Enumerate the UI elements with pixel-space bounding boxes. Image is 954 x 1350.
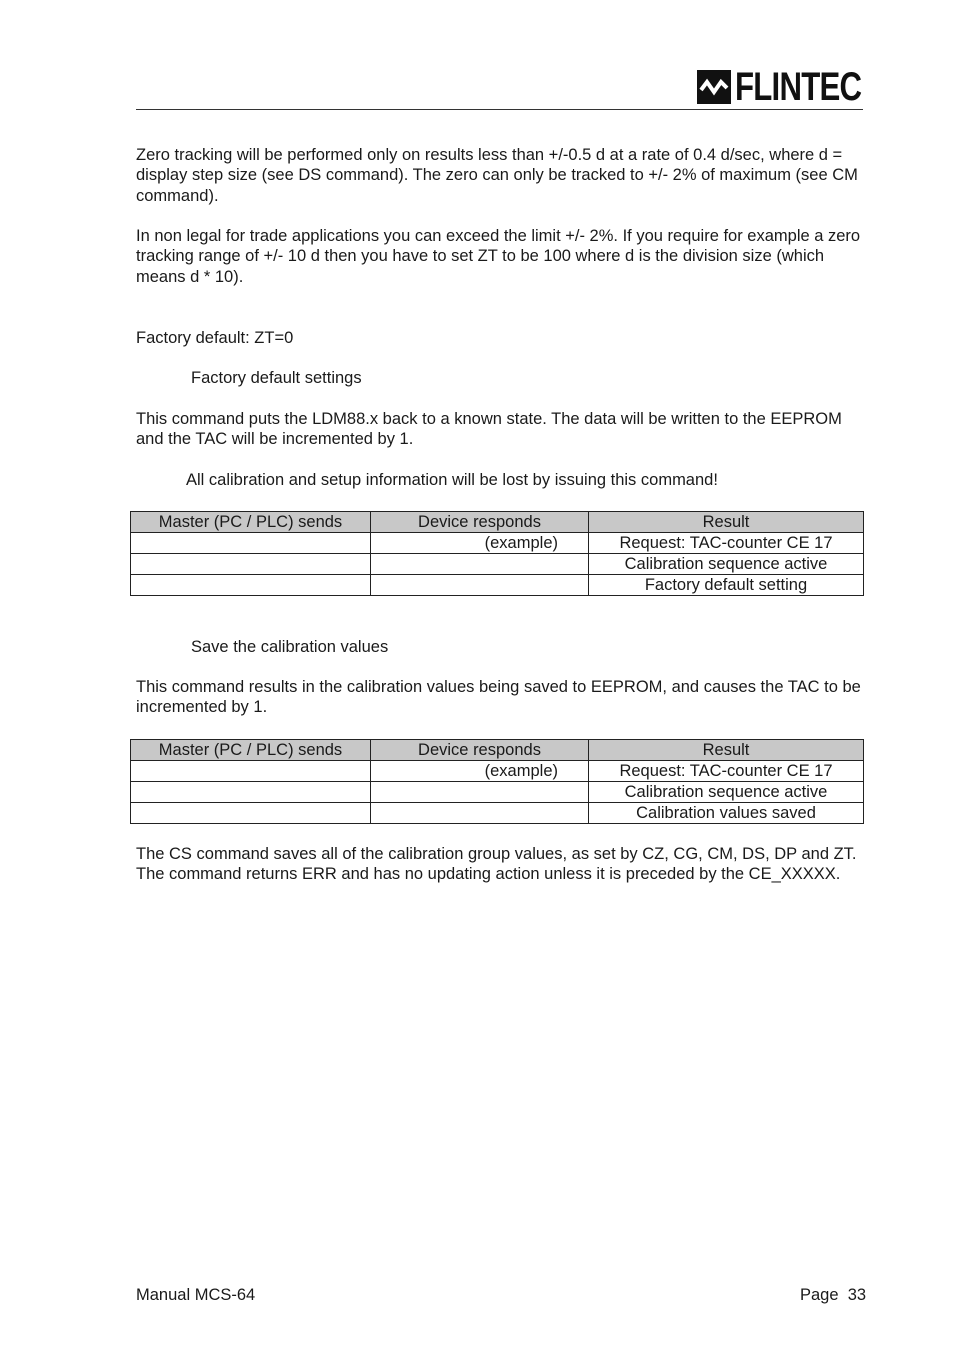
factory-default-heading: Factory default settings — [191, 369, 362, 387]
factory-default-table — [130, 511, 864, 596]
legal-for-trade-paragraph: In non legal for trade applications you can exceed the limit +/- 2%. If you require for example a zero tracking range of +/- 10 d then you have to set ZT to be 100 where d is the division size (which means d * 10). — [136, 227, 861, 286]
cell-responds — [371, 554, 589, 575]
footer-page-number: Page 33 — [800, 1286, 867, 1304]
cell-responds: (example) — [371, 533, 589, 554]
col-header-responds: Device responds — [371, 740, 589, 761]
table-row — [131, 533, 864, 554]
col-header-sends: Master (PC / PLC) sends — [131, 740, 371, 761]
save-calibration-table — [130, 739, 864, 824]
cs-command-paragraph: The CS command saves all of the calibration group values, as set by CZ, CG, CM, DS, DP and ZT. The command returns ERR and has no updating action unless it is preceded by the CE_XXXXX. — [136, 845, 857, 884]
factory-default-warning: All calibration and setup information will be lost by issuing this command! — [186, 471, 718, 489]
cell-responds: (example) — [371, 761, 589, 782]
cell-result: Calibration sequence active — [589, 554, 864, 575]
cell-result: Request: TAC-counter CE 17 — [589, 533, 864, 554]
save-calibration-description: This command results in the calibration values being saved to EEPROM, and causes the TAC to be incremented by 1. — [136, 678, 861, 717]
table-row — [131, 803, 864, 824]
flintec-logo — [697, 65, 897, 109]
cell-responds — [371, 575, 589, 596]
cell-result: Factory default setting — [589, 575, 864, 596]
save-calibration-heading: Save the calibration values — [191, 638, 389, 656]
cell-responds — [371, 803, 589, 824]
table-row — [131, 554, 864, 575]
col-header-result: Result — [589, 512, 864, 533]
cell-sends — [131, 575, 371, 596]
zero-tracking-paragraph: Zero tracking will be performed only on results less than +/-0.5 d at a rate of 0.4 d/sec, where d = display step size (see DS command). The zero can only be tracked to +/- 2% of maximum (see CM command). — [136, 146, 858, 205]
footer-manual-name: Manual MCS-64 — [136, 1286, 256, 1304]
factory-default-description: This command puts the LDM88.x back to a known state. The data will be written to the EEPROM and the TAC will be incremented by 1. — [136, 410, 842, 449]
cell-sends — [131, 803, 371, 824]
table-row — [131, 761, 864, 782]
brand-name: FLINTEC — [735, 65, 862, 109]
wave-logo-icon — [697, 70, 731, 104]
table-header-row — [131, 740, 864, 761]
table-row — [131, 782, 864, 803]
col-header-result: Result — [589, 740, 864, 761]
cell-result: Calibration sequence active — [589, 782, 864, 803]
cell-result: Calibration values saved — [589, 803, 864, 824]
cell-sends — [131, 554, 371, 575]
factory-default-zt: Factory default: ZT=0 — [136, 329, 294, 347]
cell-responds — [371, 782, 589, 803]
table-row — [131, 575, 864, 596]
header-divider — [136, 109, 863, 110]
col-header-responds: Device responds — [371, 512, 589, 533]
cell-sends — [131, 761, 371, 782]
table-header-row — [131, 512, 864, 533]
col-header-sends: Master (PC / PLC) sends — [131, 512, 371, 533]
cell-sends — [131, 782, 371, 803]
cell-sends — [131, 533, 371, 554]
cell-result: Request: TAC-counter CE 17 — [589, 761, 864, 782]
